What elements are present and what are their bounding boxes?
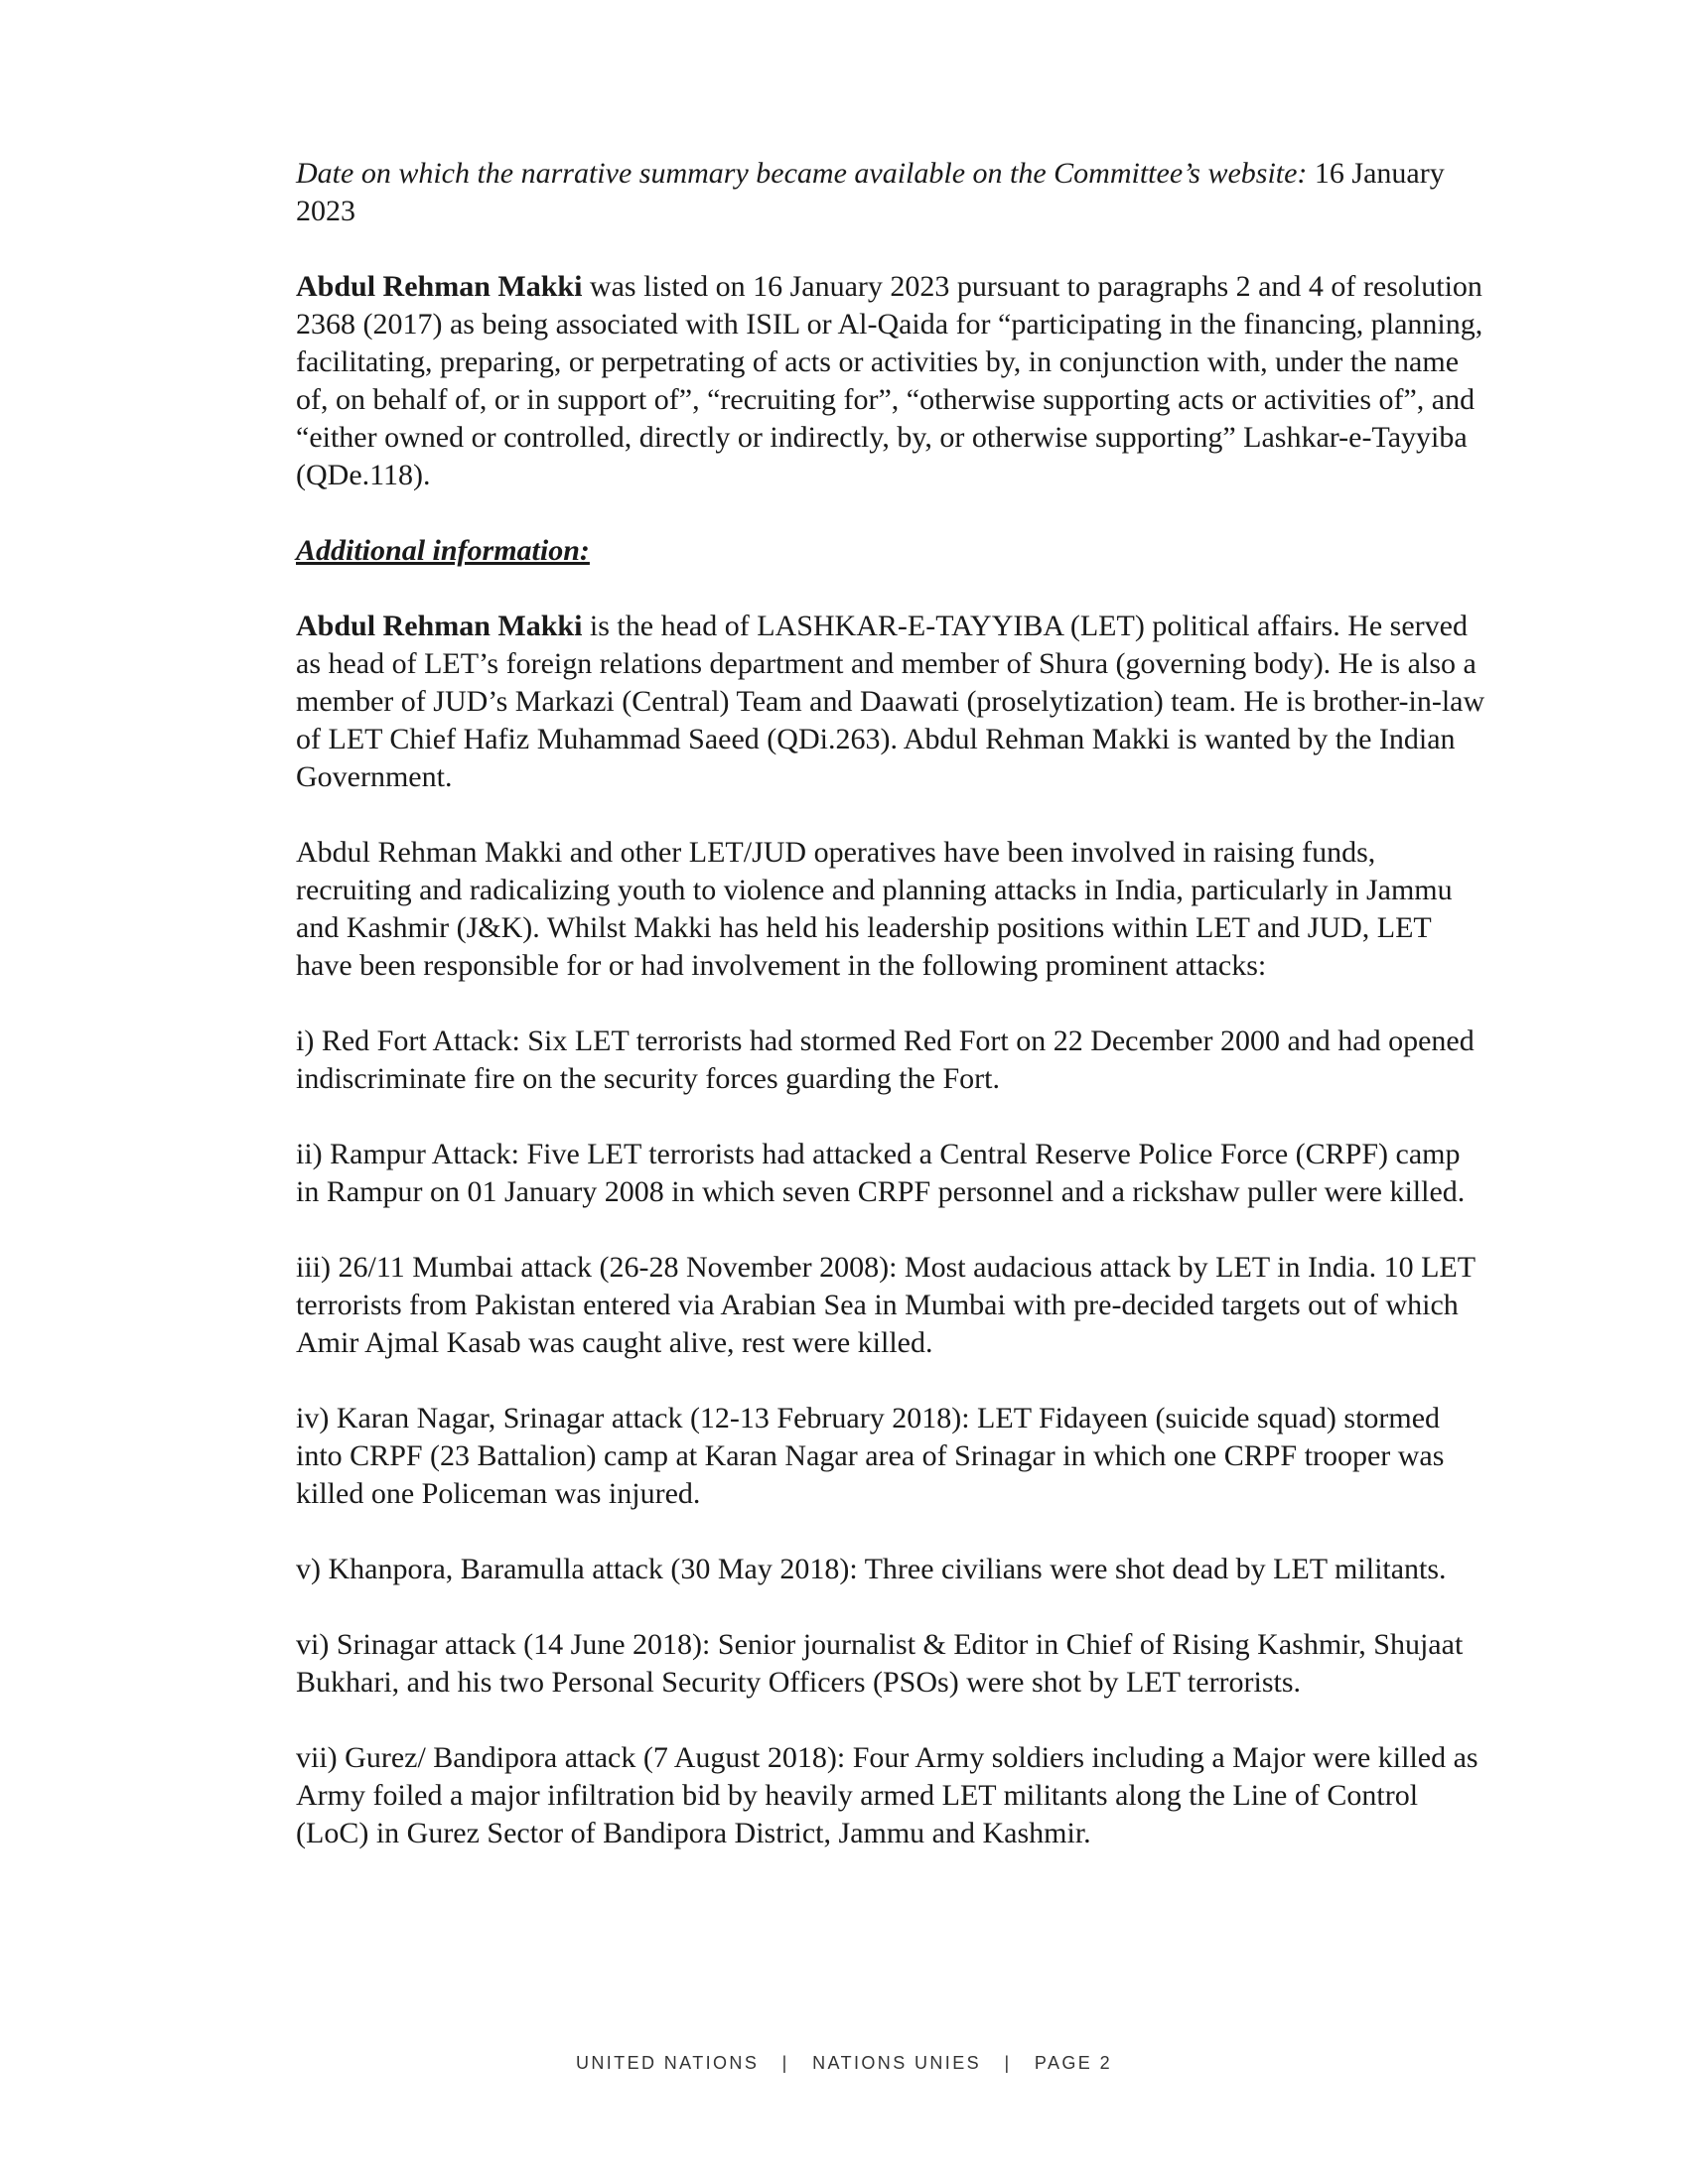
- date-value: 16 January 2023: [296, 157, 1445, 227]
- date-line: [296, 155, 1487, 230]
- footer-page-number: PAGE 2: [1034, 2053, 1113, 2073]
- bio-paragraph: [296, 608, 1487, 796]
- attack-item: vii) Gurez/ Bandipora attack (7 August 2018): Four Army soldiers including a Major were killed as Army foiled a major infiltration bid by heavily armed LET militants along the Line of Control (LoC) in Gurez Sector of Bandipora District, Jammu and Kashmir.: [296, 1741, 1478, 1849]
- attack-item: ii) Rampur Attack: Five LET terrorists had attacked a Central Reserve Police Force (CRPF) camp in Rampur on 01 January 2008 in which seven CRPF personnel and a rickshaw puller were killed.: [296, 1138, 1466, 1208]
- listing-paragraph: [296, 268, 1487, 494]
- footer-org-en: UNITED NATIONS: [575, 2053, 760, 2073]
- additional-information-heading: Additional information:: [296, 534, 590, 567]
- attack-item: iii) 26/11 Mumbai attack (26-28 November 2008): Most audacious attack by LET in India. 10 LET terrorists from Pakistan entered via Arabian Sea in Mumbai with pre-decided targets out of which Amir Ajmal Kasab was caught alive, rest were killed.: [296, 1251, 1476, 1359]
- attack-item: i) Red Fort Attack: Six LET terrorists had stormed Red Fort on 22 December 2000 and had opened indiscriminate fire on the security forces guarding the Fort.: [296, 1024, 1475, 1095]
- footer-separator: |: [781, 2053, 789, 2073]
- document-body: [296, 155, 1487, 1890]
- footer-org-fr: NATIONS UNIES: [812, 2053, 982, 2073]
- bio-text: is the head of LASHKAR-E-TAYYIBA (LET) political affairs. He served as head of LET’s foreign relations department and member of Shura (governing body). He is also a member of JUD’s Markazi (Central) Team and Daawati (proselytization) team. He is brother-in-law of LET Chief Hafiz Muhammad Saeed (QDi.263). Abdul Rehman Makki is wanted by the Indian Government.: [296, 610, 1485, 793]
- listing-name: Abdul Rehman Makki: [296, 270, 583, 303]
- page-footer: [0, 2053, 1688, 2074]
- footer-separator: |: [1004, 2053, 1012, 2073]
- attack-item: v) Khanpora, Baramulla attack (30 May 2018): Three civilians were shot dead by LET militants.: [296, 1553, 1447, 1585]
- bio-name: Abdul Rehman Makki: [296, 610, 583, 642]
- attack-item: vi) Srinagar attack (14 June 2018): Senior journalist & Editor in Chief of Rising Kashmir, Shujaat Bukhari, and his two Personal Security Officers (PSOs) were shot by LET terrorists.: [296, 1628, 1464, 1699]
- involvement-paragraph: Abdul Rehman Makki and other LET/JUD operatives have been involved in raising funds, recruiting and radicalizing youth to violence and planning attacks in India, particularly in Jammu and Kashmir (J&K). Whilst Makki has held his leadership positions within LET and JUD, LET have been responsible for or had involvement in the following prominent attacks:: [296, 836, 1453, 982]
- date-label: Date on which the narrative summary became available on the Committee’s website:: [296, 157, 1308, 190]
- listing-text: was listed on 16 January 2023 pursuant to paragraphs 2 and 4 of resolution 2368 (2017) as being associated with ISIL or Al-Qaida for “participating in the financing, planning, facilitating, preparing, or perpetrating of acts or activities by, in conjunction with, under the name of, on behalf of, or in support of”, “recruiting for”, “otherwise supporting acts or activities of”, and “either owned or controlled, directly or indirectly, by, or otherwise supporting” Lashkar-e-Tayyiba (QDe.118).: [296, 270, 1483, 491]
- attack-item: iv) Karan Nagar, Srinagar attack (12-13 February 2018): LET Fidayeen (suicide squad) stormed into CRPF (23 Battalion) camp at Karan Nagar area of Srinagar in which one CRPF trooper was killed one Policeman was injured.: [296, 1402, 1445, 1510]
